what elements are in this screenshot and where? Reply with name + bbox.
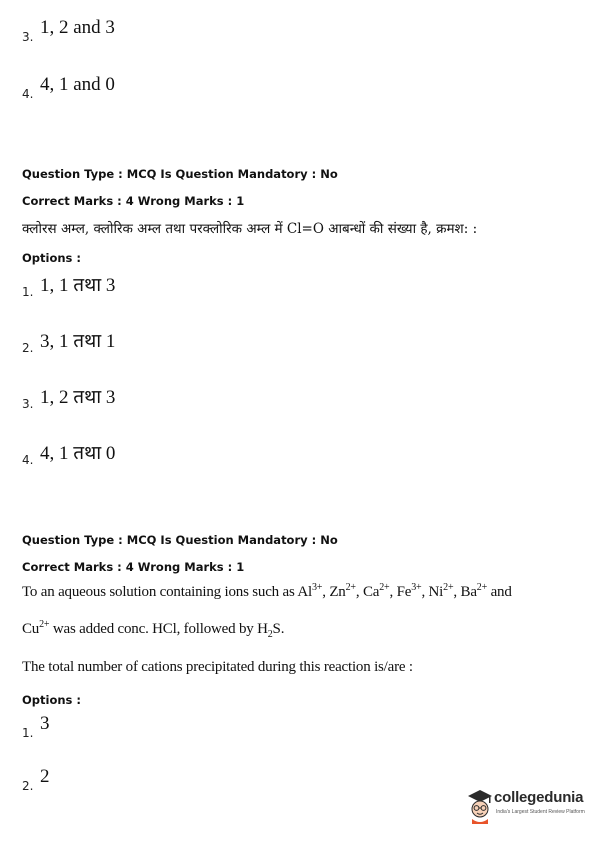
option-number: 2. (22, 779, 34, 793)
logo-tagline: India's Largest Student Review Platform (496, 809, 585, 815)
question-end: S. (272, 621, 285, 637)
option-text: 1, 2 तथा 3 (40, 387, 116, 408)
ion: $Ba^{2+}$ and (460, 582, 512, 600)
logo-wordmark: collegedunia (494, 789, 584, 806)
option-text: 1, 2 and 3 (40, 17, 115, 38)
option-number: 3. (22, 397, 34, 411)
collegedunia-logo[interactable] (466, 787, 588, 827)
graduate-face-icon (466, 787, 494, 825)
option-number: 4. (22, 453, 34, 467)
option-number: 4. (22, 87, 34, 101)
question-type-line: Question Type : MCQ Is Question Mandatory : No (22, 533, 338, 547)
option-number: 1. (22, 726, 34, 740)
ion: Cu (22, 621, 40, 637)
options-label: Options : (22, 693, 81, 707)
option-text: 4, 1 तथा 0 (40, 443, 116, 464)
question-text-line3: The total number of cations precipitated during this reaction is/are : (22, 659, 413, 675)
marks-line: Correct Marks : 4 Wrong Marks : 1 (22, 194, 245, 208)
ion-charge: 2+ (39, 619, 50, 630)
question-text-line2 (22, 621, 284, 638)
ion: $Al^{3+}$, (297, 582, 330, 600)
marks-line: Correct Marks : 4 Wrong Marks : 1 (22, 560, 245, 574)
question-text-line1 (22, 584, 512, 601)
options-label: Options : (22, 251, 81, 265)
ion: $Ca^{2+}$, (362, 582, 397, 600)
ion: $Ni^{2+}$, (428, 582, 461, 600)
ion: $Zn^{2+}$, (329, 582, 363, 600)
option-number: 2. (22, 341, 34, 355)
option-text: 3 (40, 713, 50, 734)
ion: $Fe^{3+}$, (396, 582, 429, 600)
option-number: 3. (22, 30, 34, 44)
option-number: 1. (22, 285, 34, 299)
subscript: 2 (267, 629, 273, 640)
option-text: 4, 1 and 0 (40, 74, 115, 95)
question-type-line: Question Type : MCQ Is Question Mandatory : No (22, 167, 338, 181)
option-text: 3, 1 तथा 1 (40, 331, 116, 352)
question-text: क्लोरस अम्ल, क्लोरिक अम्ल तथा परक्लोरिक अम्ल में Cl=O आबन्धों की संख्या है, क्रमश: : (22, 221, 478, 237)
option-text: 2 (40, 766, 50, 787)
option-text: 1, 1 तथा 3 (40, 275, 116, 296)
question-mid: was added conc. HCl, followed by H (49, 621, 268, 637)
question-intro: To an aqueous solution containing ions such as (22, 584, 298, 600)
